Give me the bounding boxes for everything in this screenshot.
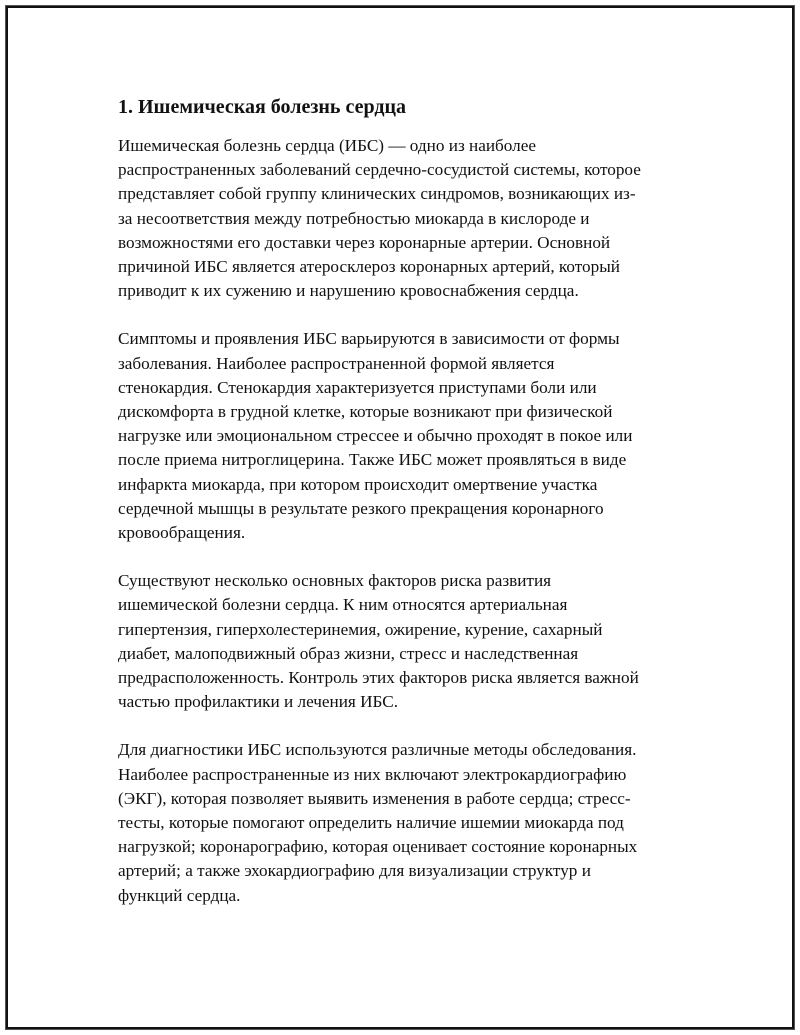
text-line: кровообращения. [118,523,246,543]
text-line: нагрузке или эмоциональном стрессее и обычно проходят в покое или [118,426,633,446]
text-line: функций сердца. [118,885,241,905]
paragraph-diagnostics [118,738,683,907]
text-line: возможностями его доставки через коронарные артерии. Основной [118,232,611,252]
text-line: за несоответствия между потребностью миокарда в кислороде и [118,208,590,228]
text-line: сердечной мышцы в результате резкого прекращения коронарного [118,498,604,518]
text-line: Симптомы и проявления ИБС варьируются в зависимости от формы [118,329,620,349]
text-line: после приема нитроглицерина. Также ИБС может проявляться в виде [118,450,627,470]
text-line: приводит к их сужению и нарушению кровоснабжения сердца. [118,281,579,301]
text-line: частью профилактики и лечения ИБС. [118,692,399,712]
section-heading: 1. Ишемическая болезнь сердца [118,96,406,118]
text-line: представляет собой группу клинических синдромов, возникающих из- [118,184,636,204]
document-body [118,94,683,932]
text-line: тесты, которые помогают определить наличие ишемии миокарда под [118,813,624,833]
text-line: (ЭКГ), которая позволяет выявить изменения в работе сердца; стресс- [118,788,631,808]
text-line: инфаркта миокарда, при котором происходит омертвение участка [118,474,598,494]
text-line: Ишемическая болезнь сердца (ИБС) — одно из наиболее [118,136,536,155]
paragraph-risk-factors [118,569,683,714]
paragraph-symptoms [118,327,683,545]
text-line: гипертензия, гиперхолестеринемия, ожирение, курение, сахарный [118,619,603,639]
paragraph-definition [118,134,683,303]
text-line: заболевания. Наиболее распространенной формой является [118,353,555,373]
text-line: Существуют несколько основных факторов риска развития [118,571,552,591]
text-line: стенокардия. Стенокардия характеризуется приступами боли или [118,377,597,397]
text-line: диабет, малоподвижный образ жизни, стресс и наследственная [118,643,579,663]
text-line: артерий; а также эхокардиографию для визуализации структур и [118,861,591,881]
text-line: причиной ИБС является атеросклероз коронарных артерий, который [118,257,620,277]
text-line: распространенных заболеваний сердечно-сосудистой системы, которое [118,160,641,180]
text-line: Наиболее распространенные из них включают электрокардиографию [118,764,627,784]
text-line: Для диагностики ИБС используются различные методы обследования. [118,740,637,760]
text-line: предрасположенность. Контроль этих факторов риска является важной [118,668,639,688]
text-line: дискомфорта в грудной клетке, которые возникают при физической [118,402,613,422]
text-line: нагрузкой; коронарографию, которая оценивает состояние коронарных [118,837,638,857]
text-line: ишемической болезни сердца. К ним относятся артериальная [118,595,568,615]
